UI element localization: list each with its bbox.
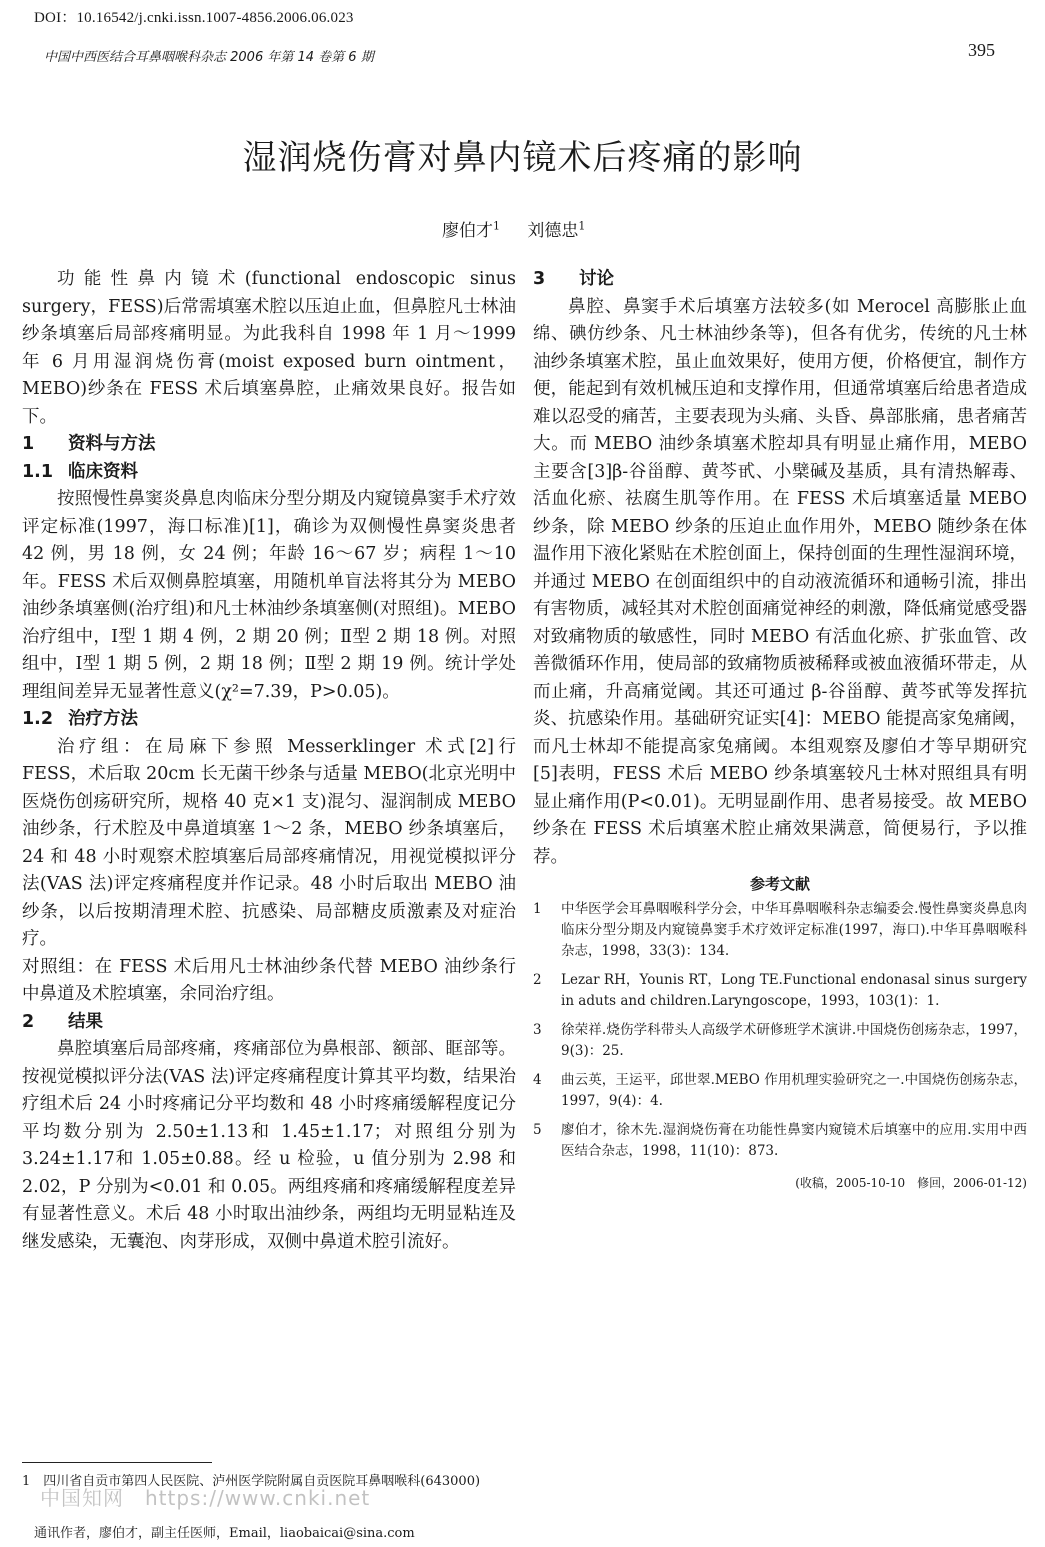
author-name: 刘德忠 xyxy=(527,221,579,241)
intro-paragraph: 功能性鼻内镜术(functional endoscopic sinus surgery，FESS)后常需填塞术腔以压迫止血，但鼻腔凡士林油纱条填塞后局部疼痛明显。为此我科自 1998 年 1 月～1999 年 6 月用湿润烧伤膏(moist exposed burn ointment，MEBO)纱条在 FESS 术后填塞鼻腔，止痛效果良好。报告如下。 xyxy=(22,269,516,427)
body-paragraph: 对照组：在 FESS 术后用凡士林油纱条代替 MEBO 油纱条行中鼻道及术腔填塞，余同治疗组。 xyxy=(22,956,516,1004)
left-column xyxy=(22,266,516,1256)
right-column xyxy=(533,266,1027,1198)
reference-item: 1 中华医学会耳鼻咽喉科学分会，中华耳鼻咽喉科杂志编委会.慢性鼻窦炎鼻息肉临床分型分期及内窥镜鼻窦手术疗效评定标准(1997，海口).中华耳鼻咽喉科杂志，1998，33(3)：134. xyxy=(533,901,1027,959)
reference-item: 2 Lezar RH，Younis RT，Long TE.Functional endonasal sinus surgery in aduts and children.Laryngoscope，1993，103(1)：1. xyxy=(533,972,1027,1009)
article-title: 湿润烧伤膏对鼻内镜术后疼痛的影响 xyxy=(242,138,803,178)
reference-item: 3 徐荣祥.烧伤学科带头人高级学术研修班学术演讲.中国烧伤创疡杂志，1997，9(3)：25. xyxy=(533,1022,1027,1059)
page-number: 395 xyxy=(968,40,995,60)
correspondence-footnote: 通讯作者，廖伯才，副主任医师，Email，liaobaicai@sina.com xyxy=(34,1526,415,1541)
reference-item: 5 廖伯才，徐木先.湿润烧伤膏在功能性鼻窦内窥镜术后填塞中的应用.实用中西医结合杂志，1998，11(10)：873. xyxy=(533,1122,1027,1159)
footnote-divider xyxy=(22,1462,212,1463)
body-paragraph: 鼻腔填塞后局部疼痛，疼痛部位为鼻根部、额部、眶部等。按视觉模拟评分法(VAS 法)评定疼痛程度计算其平均数，结果治疗组术后 24 小时疼痛记分平均数和 48 小时疼痛缓解程度记分平均数分别为 2.50±1.13和 1.45±1.17；对照组分别为 3.24±1.17和 1.05±0.88。经 u 检验，u 值分别为 2.98 和2.02，P 分别为<0.01 和 0.05。两组疼痛和疼痛缓解程度差异有显著性意义。术后 48 小时取出油纱条，两组均无明显粘连及继发感染，无囊泡、肉芽形成，双侧中鼻道术腔引流好。 xyxy=(22,1039,516,1252)
author-line xyxy=(442,216,585,241)
subsection-heading: 1.2 治疗方法 xyxy=(22,709,138,729)
reference-item: 4 曲云英，王运平，邱世翠.MEBO 作用机理实验研究之一.中国烧伤创疡杂志，1997，9(4)：4. xyxy=(533,1072,1027,1109)
affiliation-footnote: 1 四川省自贡市第四人民医院、泸州医学院附属自贡医院耳鼻咽喉科(643000) xyxy=(22,1474,481,1489)
section-heading: 1 资料与方法 xyxy=(22,434,156,454)
body-paragraph: 治疗组：在局麻下参照 Messerklinger 术式[2]行 FESS，术后取 20cm 长无菌干纱条与适量 MEBO(北京光明中医烧伤创疡研究所，规格 40 克×1 支)混匀、湿润制成 MEBO 油纱条，行术腔及中鼻道填塞 1～2 条，MEBO 纱条填塞后，24 和 48 小时观察术腔填塞后局部疼痛情况，用视觉模拟评分法(VAS 法)评定疼痛程度并作记录。48 小时后取出 MEBO 油纱条，以后按期清理术腔、抗感染、局部糖皮质激素及对症治疗。 xyxy=(22,736,516,949)
journal-header: 中国中西医结合耳鼻咽喉科杂志 2006 年第 14 卷第 6 期 xyxy=(44,50,374,65)
section-heading: 2 结果 xyxy=(22,1011,103,1032)
subsection-heading: 1.1 临床资料 xyxy=(22,461,138,482)
reference-list xyxy=(533,899,1027,1162)
author-name: 廖伯才 xyxy=(442,221,493,241)
references-heading: 参考文献 xyxy=(749,875,810,893)
author-affiliation-mark: 1 xyxy=(578,219,586,233)
received-dates: (收稿，2005-10-10 修回，2006-01-12) xyxy=(795,1176,1027,1190)
body-paragraph: 鼻腔、鼻窦手术后填塞方法较多(如 Merocel 高膨胀止血绵、碘仿纱条、凡士林油纱条等)，但各有优劣，传统的凡士林油纱条填塞术腔，虽止血效果好，使用方便，价格便宜，制作方便，能起到有效机械压迫和支撑作用，但通常填塞后给患者造成难以忍受的痛苦，主要表现为头痛、头昏、鼻部胀痛，患者痛苦大。而 MEBO 油纱条填塞术腔却具有明显止痛作用，MEBO 主要含[3]β-谷甾醇、黄芩甙、小檗碱及基质，具有清热解毒、活血化瘀、祛腐生肌等作用。在 FESS 术后填塞适量 MEBO 纱条，除 MEBO 纱条的压迫止血作用外，MEBO 随纱条在体温作用下液化紧贴在术腔创面上，保持创面的生理性湿润环境，并通过 MEBO 在创面组织中的自动液流循环和通畅引流，排出有害物质，减轻其对术腔创面痛觉神经的刺激，降低痛觉感受器对致痛物质的敏感性，同时 MEBO 有活血化瘀、扩张血管、改善微循环作用，使局部的致痛物质被稀释或被血液循环带走，从而止痛，升高痛觉阈。其还可通过 β-谷甾醇、黄芩甙等发挥抗炎、抗感染作用。基础研究证实[4]：MEBO 能提高家兔痛阈，而凡士林却不能提高家兔痛阈。本组观察及廖伯才等早期研究[5]表明，FESS 术后 MEBO 纱条填塞较凡士林对照组具有明显止痛作用(P<0.01)。无明显副作用、患者易接受。故 MEBO 纱条在 FESS 术后填塞术腔止痛效果满意，简便易行，予以推荐。 xyxy=(533,296,1027,867)
author-affiliation-mark: 1 xyxy=(493,219,500,233)
body-paragraph: 按照慢性鼻窦炎鼻息肉临床分型分期及内窥镜鼻窦手术疗效评定标准(1997，海口标准)[1]，确诊为双侧慢性鼻窦炎患者 42 例，男 18 例，女 24 例；年龄 16～67 岁；病程 1～10 年。FESS 术后双侧鼻腔填塞，用随机单盲法将其分为 MEBO 油纱条填塞侧(治疗组)和凡士林油纱条填塞侧(对照组)。MEBO 治疗组中，Ⅰ型 1 期 4 例，2 期 20 例；Ⅱ型 2 期 18 例。对照组中，Ⅰ型 1 期 5 例，2 期 18 例；Ⅱ型 2 期 19 例。统计学处理组间差异无显著性意义(χ²=7.39，P>0.05)。 xyxy=(22,489,516,702)
doi-line: DOI：10.16542/j.cnki.issn.1007-4856.2006.06.023 xyxy=(34,10,354,26)
watermark: 中国知网 https://www.cnki.net xyxy=(40,1486,371,1510)
section-heading: 3 讨论 xyxy=(533,269,614,289)
